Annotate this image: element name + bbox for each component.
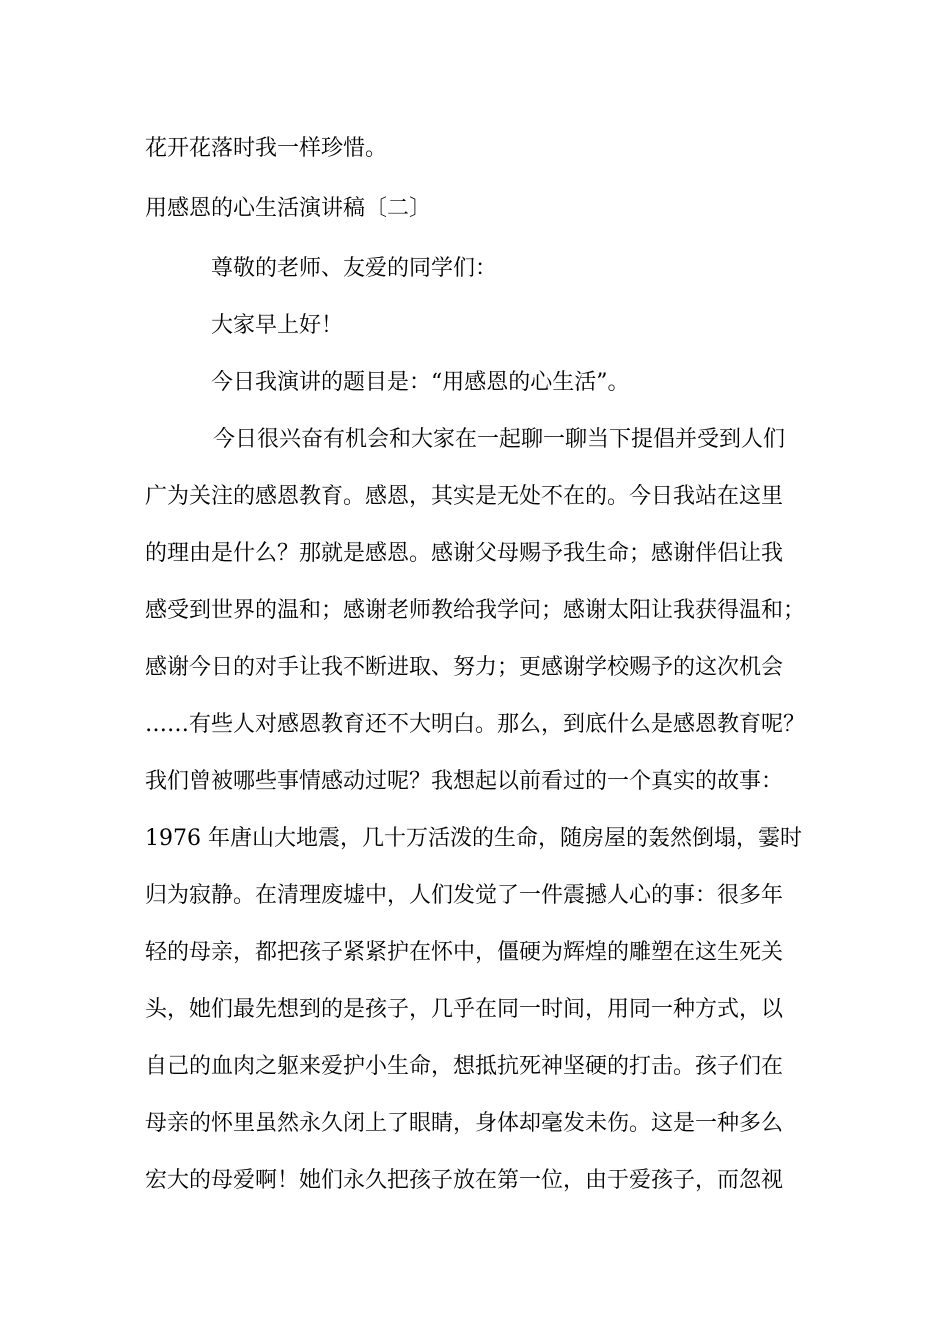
paragraph-line: 感受到世界的温和；感谢老师教给我学问；感谢太阳让我获得温和； — [145, 598, 806, 623]
paragraph-line: 归为寂静。在清理废墟中，人们发觉了一件震撼人心的事：很多年 — [145, 883, 784, 908]
salutation: 尊敬的老师、友爱的同学们： — [211, 256, 498, 281]
paragraph-line: 宏大的母爱啊！她们永久把孩子放在第一位，由于爱孩子，而忽视 — [145, 1168, 784, 1193]
paragraph-line: 的理由是什么？那就是感恩。感谢父母赐予我生命；感谢伴侣让我 — [145, 541, 784, 566]
paragraph-line: 头，她们最先想到的是孩子，几乎在同一时间，用同一种方式，以 — [145, 997, 784, 1022]
greeting: 大家早上好！ — [211, 313, 344, 338]
paragraph-line: 1976 年唐山大地震，几十万活泼的生命，随房屋的轰然倒塌，霎时 — [145, 826, 802, 851]
section-title: 用感恩的心生活演讲稿〔二〕 — [145, 196, 432, 221]
paragraph-line: 感谢今日的对手让我不断进取、努力；更感谢学校赐予的这次机会 — [145, 655, 784, 680]
paragraph-line: ……有些人对感恩教育还不大明白。那么，到底什么是感恩教育呢？ — [145, 712, 806, 737]
paragraph-line: 母亲的怀里虽然永久闭上了眼睛，身体却毫发未伤。这是一种多么 — [145, 1111, 784, 1136]
paragraph-line: 今日很兴奋有机会和大家在一起聊一聊当下提倡并受到人们 — [213, 427, 786, 452]
paragraph-line: 我们曾被哪些事情感动过呢？我想起以前看过的一个真实的故事： — [145, 769, 784, 794]
speech-topic: 今日我演讲的题目是：“用感恩的心生活”。 — [211, 370, 630, 395]
text-line-closing: 花开花落时我一样珍惜。 — [145, 136, 388, 161]
paragraph-line: 广为关注的感恩教育。感恩，其实是无处不在的。今日我站在这里 — [145, 484, 784, 509]
paragraph-line: 自己的血肉之躯来爱护小生命，想抵抗死神坚硬的打击。孩子们在 — [145, 1054, 784, 1079]
paragraph-line: 轻的母亲，都把孩子紧紧护在怀中，僵硬为辉煌的雕塑在这生死关 — [145, 940, 784, 965]
